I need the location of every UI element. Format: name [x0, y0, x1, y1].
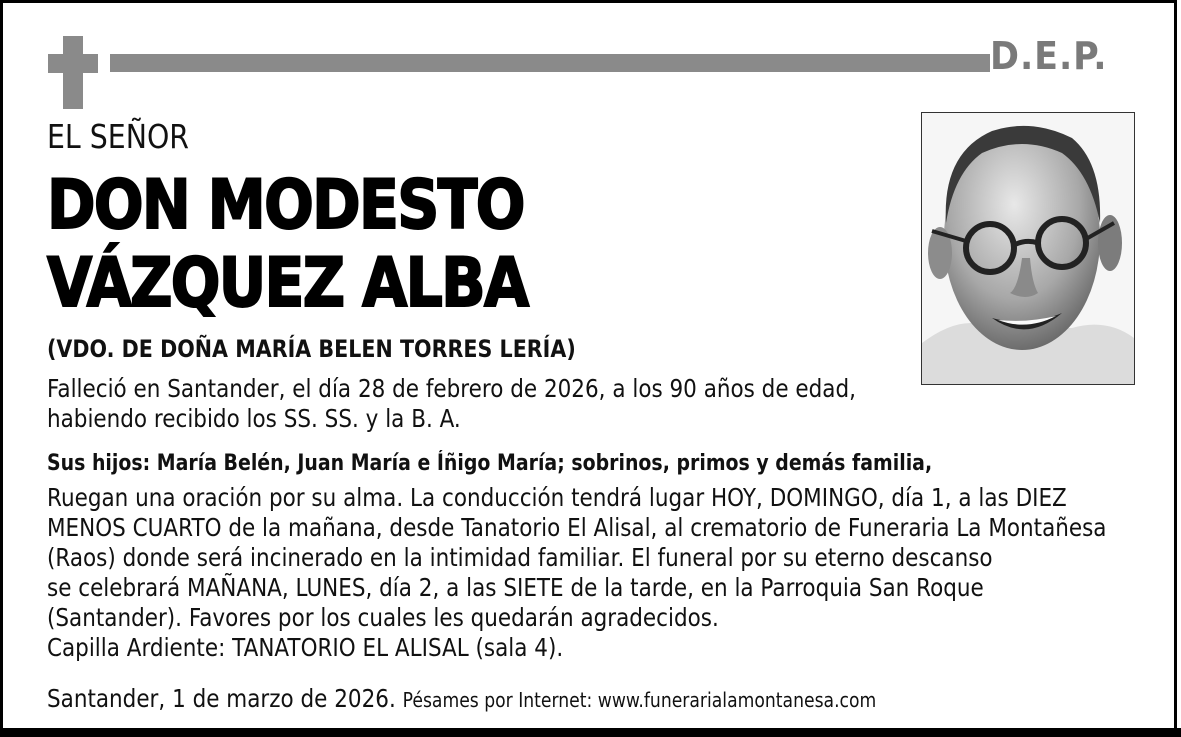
dep-tag: D.E.P.: [990, 34, 1108, 78]
service-line: (Raos) donde será incinerado en la intimidad familiar. El funeral por su eterno descanso: [47, 543, 993, 572]
deceased-name-line1: DON MODESTO: [47, 166, 524, 245]
death-notice-line: Falleció en Santander, el día 28 de febrero de 2026, a los 90 años de edad,: [47, 374, 856, 403]
footer-place-date: Santander, 1 de marzo de 2026.: [47, 684, 396, 713]
portrait-photo: [921, 112, 1135, 385]
service-details: [47, 483, 1106, 663]
header-rule: [110, 54, 990, 72]
service-line: Capilla Ardiente: TANATORIO EL ALISAL (sala 4).: [47, 633, 564, 662]
footer-condolences-link[interactable]: Pésames por Internet: www.funerarialamontanesa.com: [402, 688, 877, 712]
service-line: MENOS CUARTO de la mañana, desde Tanatorio El Alisal, al crematorio de Funeraria La Montañesa: [47, 513, 1107, 542]
deceased-name-line2: VÁZQUEZ ALBA: [47, 244, 528, 323]
widower-of: (VDO. DE DOÑA MARÍA BELEN TORRES LERÍA): [47, 335, 576, 363]
portrait-illustration-icon: [922, 113, 1134, 384]
service-line: se celebrará MAÑANA, LUNES, día 2, a las SIETE de la tarde, en la Parroquia San Roque: [47, 573, 984, 602]
bottom-border: [0, 728, 1181, 737]
service-line: (Santander). Favores por los cuales les quedarán agradecidos.: [47, 603, 719, 632]
service-line: Ruegan una oración por su alma. La conducción tendrá lugar HOY, DOMINGO, día 1, a las DIEZ: [47, 483, 1067, 512]
footer: [47, 684, 876, 715]
death-notice-line: habiendo recibido los SS. SS. y la B. A.: [47, 404, 461, 433]
family-members: Sus hijos: María Belén, Juan María e Íñigo María; sobrinos, primos y demás familia,: [47, 451, 933, 476]
death-notice: [47, 374, 856, 434]
title-prefix: EL SEÑOR: [47, 117, 190, 156]
cross-horizontal-bar: [48, 54, 98, 73]
